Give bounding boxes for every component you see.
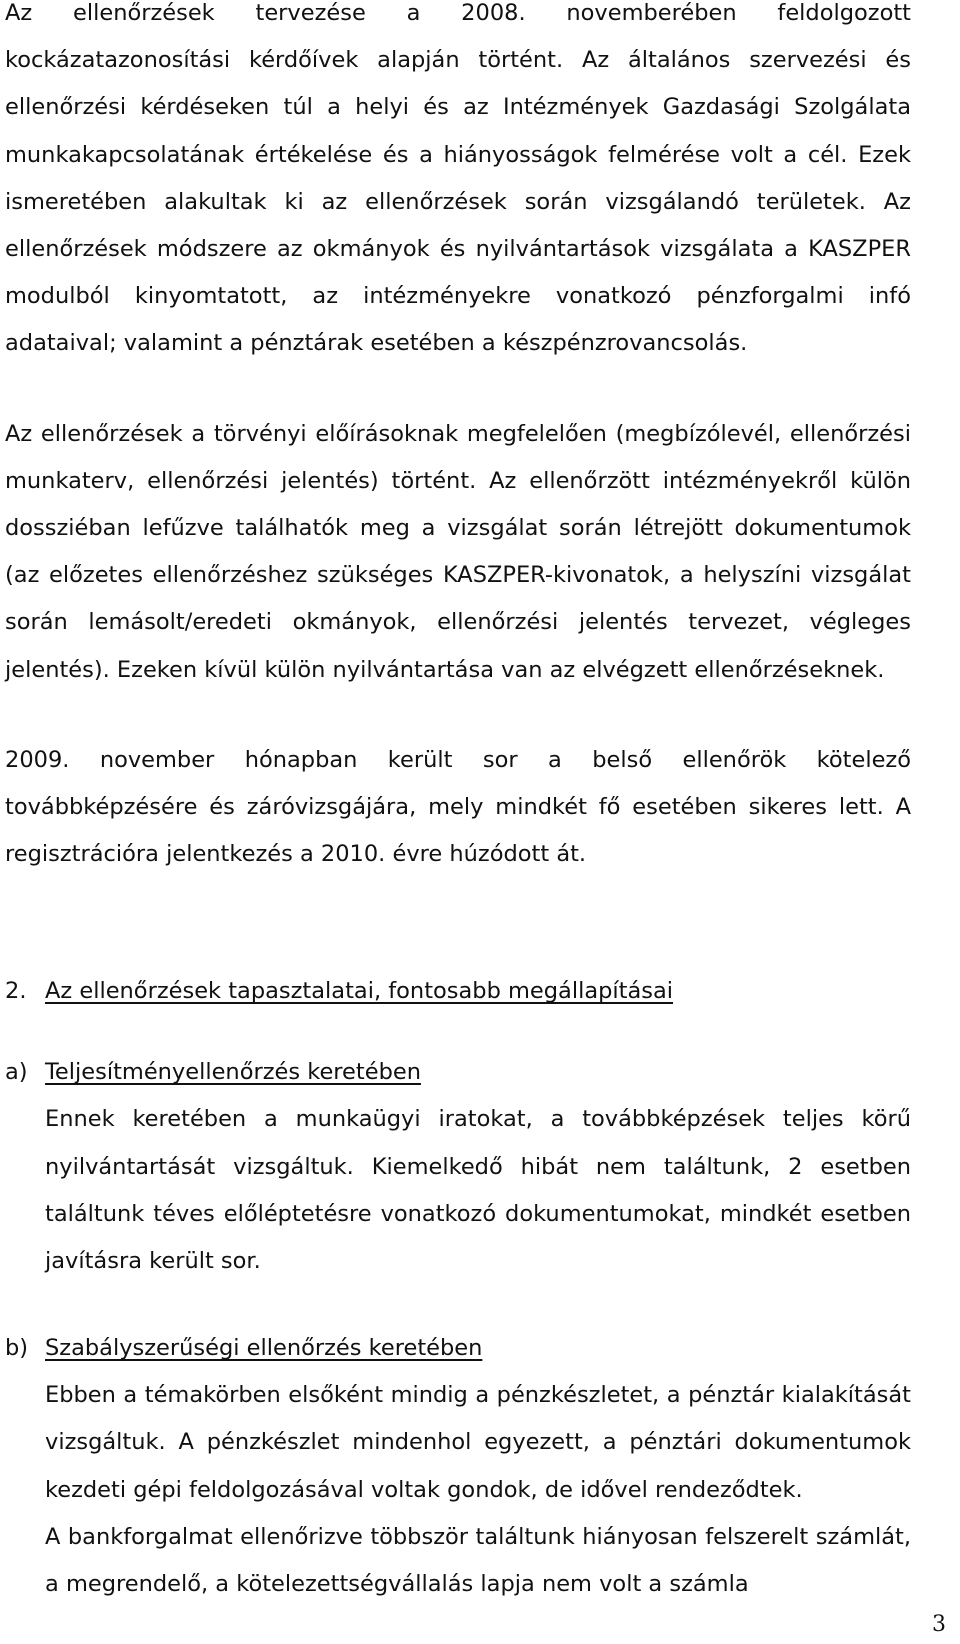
section-heading xyxy=(5,968,911,1015)
spacer xyxy=(5,694,911,737)
training-paragraph: 2009. november hónapban került sor a belső ellenőrök kötelező továbbképzésére és záróvizsgájára, mely mindkét fő esetében sikeres lett. A regisztrációra jelentkezés a 2010. évre húzódott át. xyxy=(5,746,911,868)
intro-paragraph: Az ellenőrzések tervezése a 2008. novemberében feldolgozott kockázatazonosítási kérdőívek alapján történt. Az általános szervezési és ellenőrzési kérdéseken túl a helyi és az Intézmények Gazdasági Szolgálata munkakapcsolatának értékelése és a hiányosságok felmérése volt a cél. Ezek ismeretében alakultak ki az ellenőrzések során vizsgálandó területek. Az ellenőrzések módszere az okmányok és nyilvántartások vizsgálata a KASZPER modulból kinyomtatott, az intézményekre vonatkozó pénzforgalmi infó adataival; valamint a pénztárak esetében a készpénzrovancsolás. xyxy=(5,0,911,357)
spacer xyxy=(5,878,911,968)
procedure-paragraph: Az ellenőrzések a törvényi előírásoknak megfelelően (megbízólevél, ellenőrzési munkaterv, ellenőrzési jelentés) történt. Az ellenőrzött intézményekről külön dossziéban lefűzve találhatók meg a vizsgálat során létrejött dokumentumok (az előzetes ellenőrzéshez szükséges KASZPER-kivonatok, a helyszíni vizsgálat során lemásolt/eredeti okmányok, ellenőrzési jelentés tervezet, végleges jelentés). Ezeken kívül külön nyilvántartása van az elvégzett ellenőrzéseknek. xyxy=(5,420,911,683)
subsection-b-text-1: Ebben a témakörben elsőként mindig a pénzkészletet, a pénztár kialakítását vizsgáltuk. A pénzkészlet mindenhol egyezett, a pénztári dokumentumok kezdeti gépi feldolgozásával voltak gondok, de idővel rendeződtek. xyxy=(45,1382,911,1503)
section-title: Az ellenőrzések tapasztalatai, fontosabb megállapításai xyxy=(45,978,674,1005)
page-number: 3 xyxy=(932,1612,946,1637)
spacer xyxy=(5,368,911,411)
subsection-b-text-2: A bankforgalmat ellenőrizve többször találtunk hiányosan felszerelt számlát, a megrendelő, a kötelezettségvállalás lapja nem volt a számla xyxy=(45,1523,911,1598)
subsection-a-text: Ennek keretében a munkaügyi iratokat, a továbbképzések teljes körű nyilvántartását vizsgáltuk. Kiemelkedő hibát nem találtunk, 2 esetben találtunk téves előléptetésre vonatkozó dokumentumokat, mindkét esetben javításra került sor. xyxy=(45,1106,911,1275)
subsection-a-label: a) xyxy=(5,1059,28,1086)
subsection-b-label: b) xyxy=(5,1335,29,1362)
spacer xyxy=(5,1015,911,1049)
subsection-a-title: Teljesítményellenőrzés keretében xyxy=(45,1059,421,1086)
subsection-a-heading xyxy=(5,1049,911,1096)
spacer xyxy=(5,1285,911,1325)
document-page xyxy=(5,0,911,1608)
subsection-b-title: Szabályszerűségi ellenőrzés keretében xyxy=(45,1335,483,1362)
section-number: 2. xyxy=(5,978,27,1005)
subsection-b-heading xyxy=(5,1325,911,1372)
